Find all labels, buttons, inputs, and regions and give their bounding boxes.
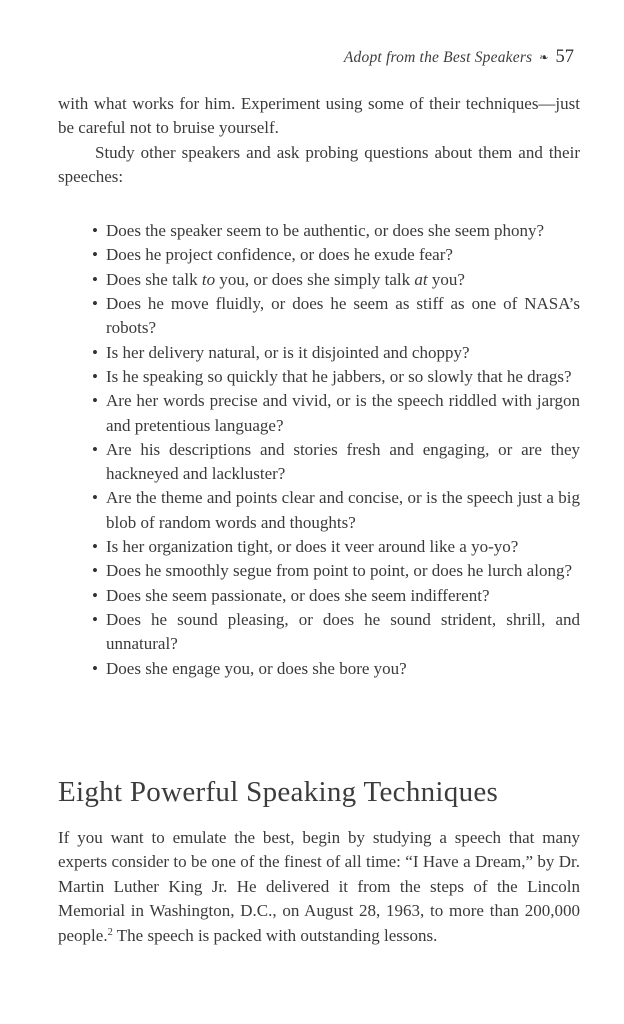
question-item: • Does he move fluidly, or does he seem as stiff as one of NASA’s robots? xyxy=(106,292,580,341)
closing-paragraph: If you want to emulate the best, begin by studying a speech that many experts consider to be one of the finest of all time: “I Have a Dream,” by Dr. Martin Luther King Jr. He delivered it from the steps of the Lincoln Memorial in Washington, D.C., on August 28, 1963, to more than 200,000 people.$^2$ The speech is packed with outstanding lessons. xyxy=(58,828,580,945)
body-text-block xyxy=(58,92,580,681)
closing-paragraph-block xyxy=(58,826,580,948)
question-item: • Does he sound pleasing, or does he sound strident, shrill, and unnatural? xyxy=(106,608,580,657)
fleuron-ornament-icon: ❧ xyxy=(539,51,549,64)
question-item: • Are her words precise and vivid, or is the speech riddled with jargon and pretentious language? xyxy=(106,389,580,438)
section-heading: Eight Powerful Speaking Techniques xyxy=(58,776,499,808)
question-item: • Does he smoothly segue from point to point, or does he lurch along? xyxy=(106,559,580,583)
question-item: • Does she seem passionate, or does she seem indifferent? xyxy=(106,584,580,608)
question-item: • Is her delivery natural, or is it disjointed and choppy? xyxy=(106,341,580,365)
question-item: • Is he speaking so quickly that he jabbers, or so slowly that he drags? xyxy=(106,365,580,389)
running-head xyxy=(344,47,574,68)
page-number: 57 xyxy=(555,47,574,67)
question-item: • Does the speaker seem to be authentic, or does she seem phony? xyxy=(106,219,580,243)
question-item: • Are the theme and points clear and concise, or is the speech just a big blob of random words and thoughts? xyxy=(106,486,580,535)
question-item: • Is her organization tight, or does it veer around like a yo-yo? xyxy=(106,535,580,559)
question-list xyxy=(58,219,580,681)
question-item: • Does she engage you, or does she bore you? xyxy=(106,657,580,681)
question-item: • Does he project confidence, or does he exude fear? xyxy=(106,243,580,267)
running-head-title: Adopt from the Best Speakers xyxy=(343,49,533,66)
paragraph-continuation: with what works for him. Experiment using some of their techniques—just be careful not to bruise yourself. xyxy=(58,94,580,138)
question-item: • Does she talk to you, or does she simply talk at you? xyxy=(106,268,580,292)
paragraph-study-speakers: Study other speakers and ask probing questions about them and their speeches: xyxy=(58,142,580,186)
question-item: • Are his descriptions and stories fresh and engaging, or are they hackneyed and lackluster? xyxy=(106,438,580,487)
